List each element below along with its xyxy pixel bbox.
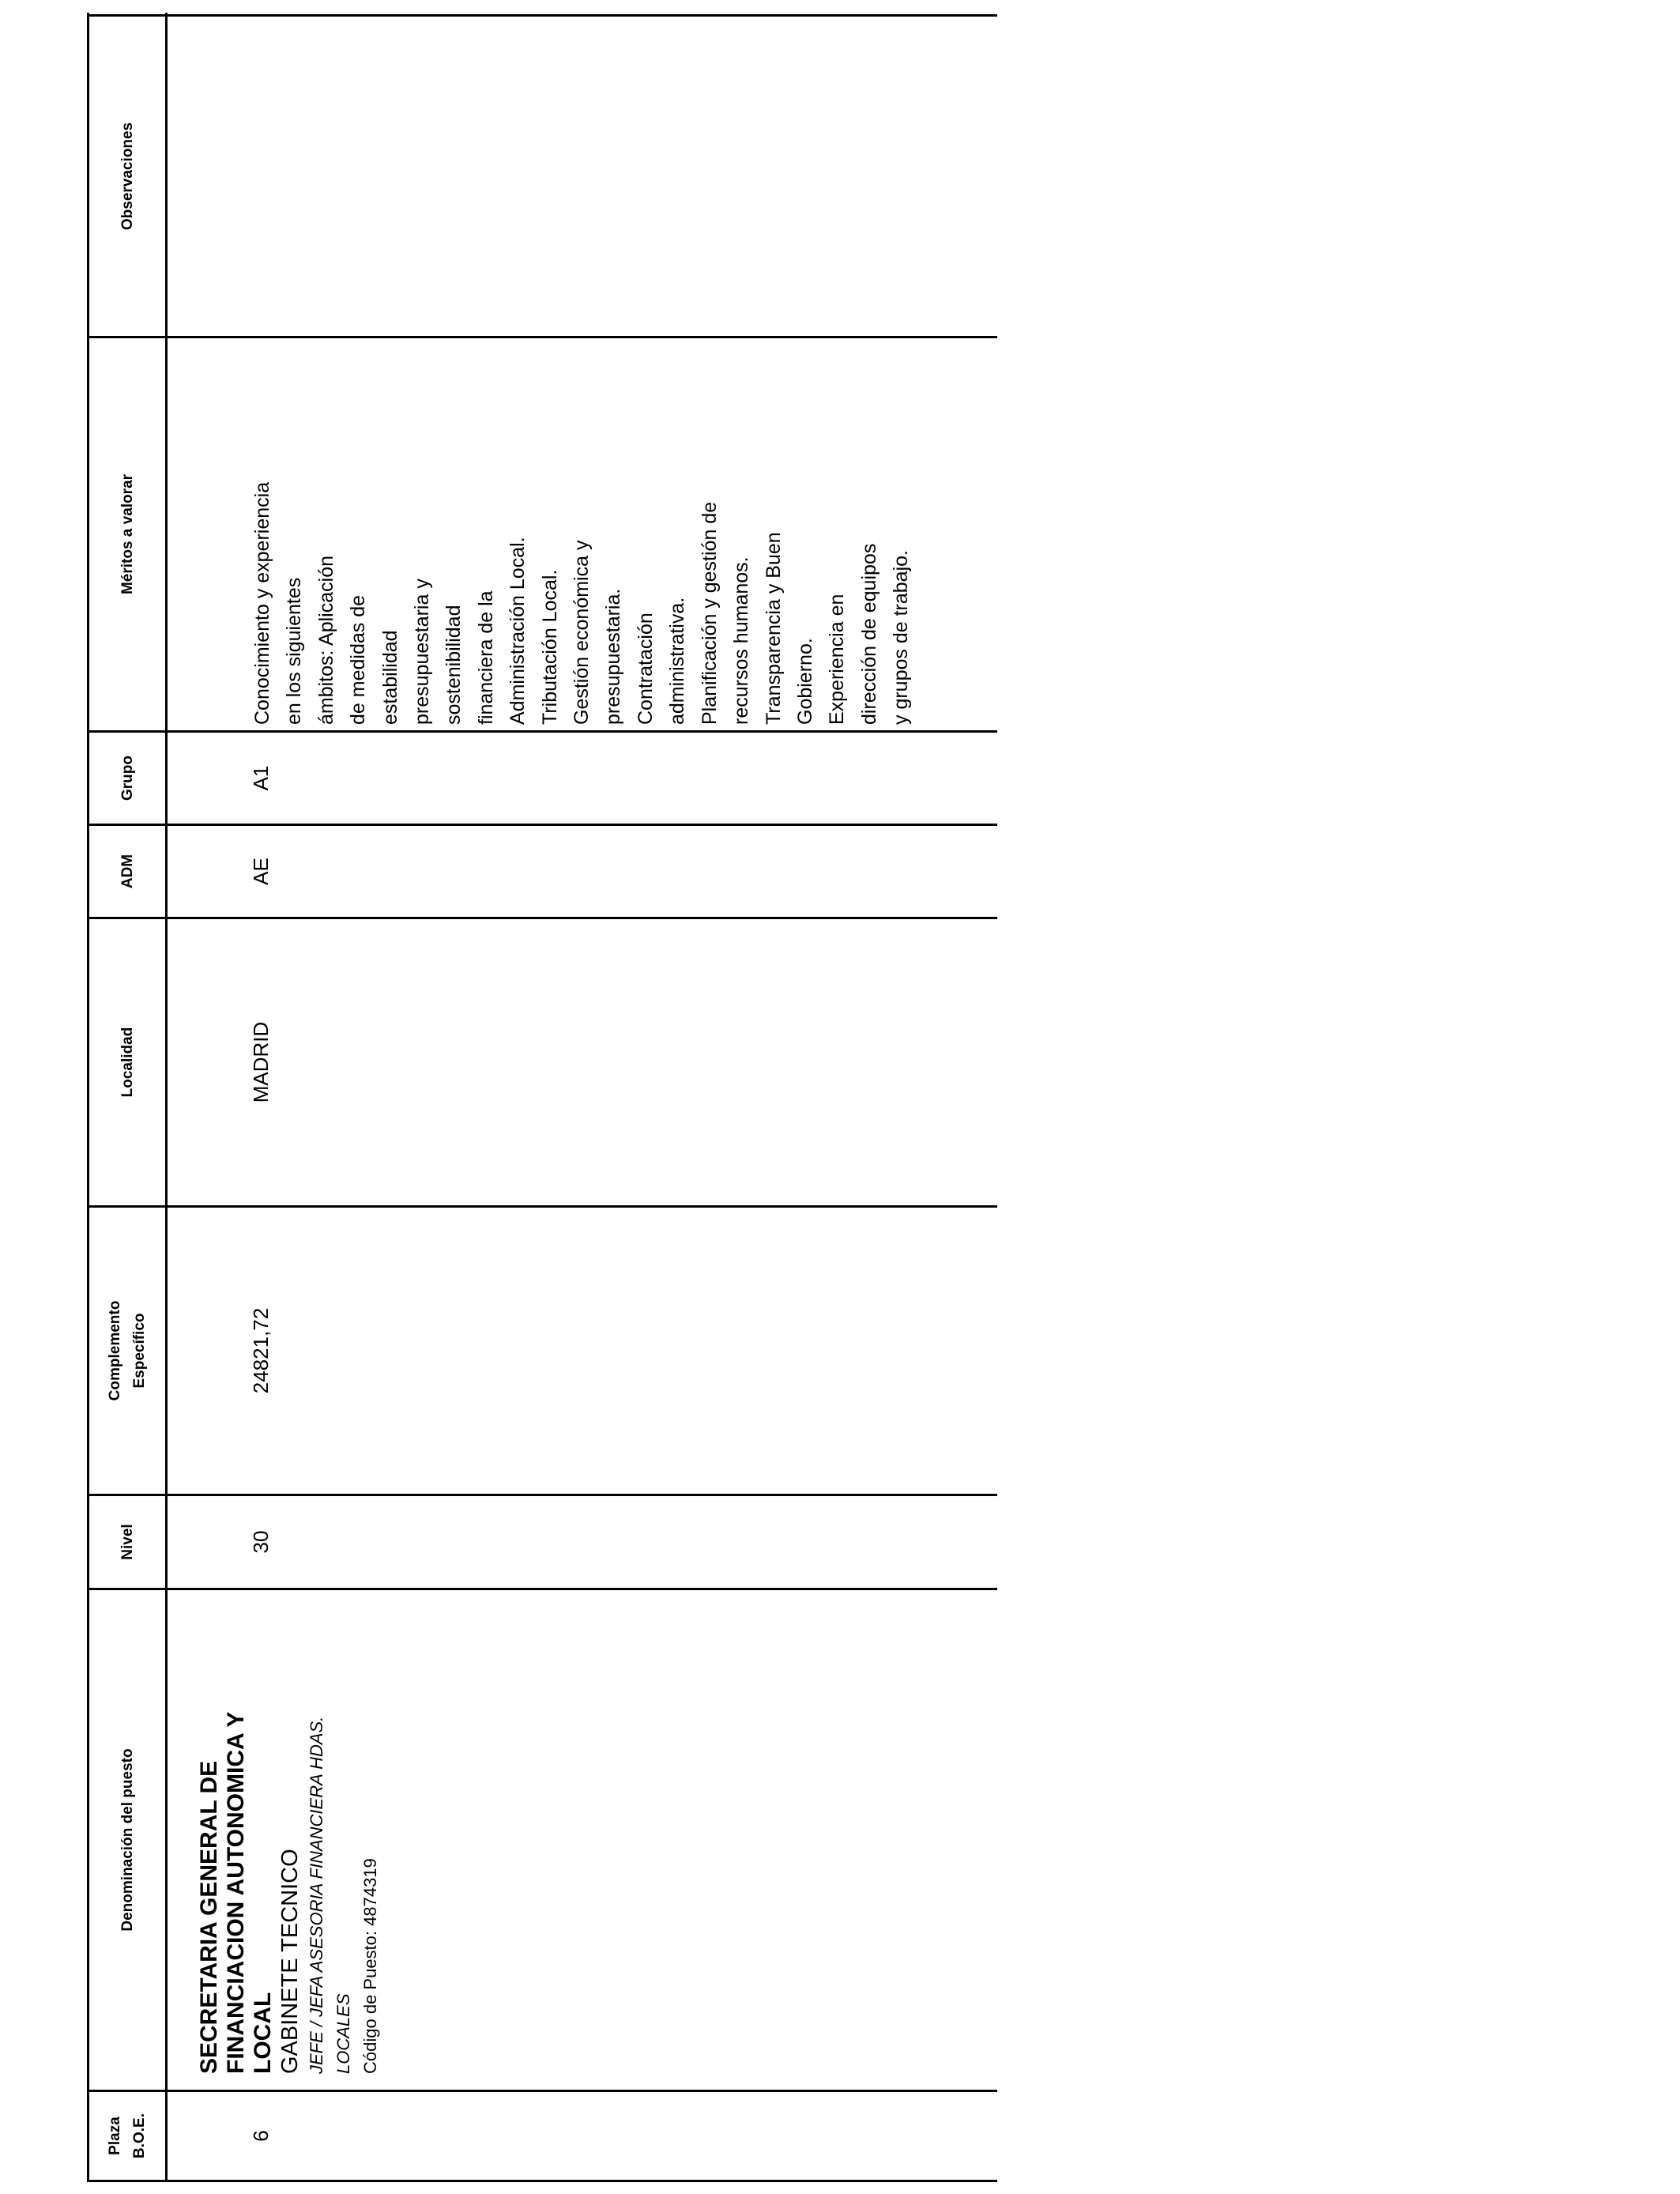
column-border [87,2090,997,2092]
header-divider [165,13,168,2182]
column-border [87,1588,997,1590]
column-border [87,1494,997,1496]
post-name: JEFE / JEFA ASESORIA FINANCIERA HDAS. LOCALES [307,1716,353,2074]
cell-complemento: 24821,72 [249,1307,273,1394]
cell-adm: AE [249,858,273,885]
header-grupo: Grupo [119,756,136,801]
column-border [87,14,997,17]
cell-nivel: 30 [249,1530,273,1554]
header-nivel: Nivel [119,1524,136,1560]
header-adm: ADM [119,854,136,889]
department-name: SECRETARIA GENERAL DE FINANCIACION AUTONOMICA Y LOCAL [196,1711,276,2074]
unit-name: GABINETE TECNICO [277,1849,303,2074]
cell-denominacion [196,1592,384,2074]
column-border [87,917,997,919]
header-denominacion: Denominación del puesto [119,1748,136,1932]
column-border [87,824,997,826]
column-border [87,2180,997,2182]
header-localidad: Localidad [119,1027,136,1098]
column-border [87,336,997,338]
cell-plaza: 6 [249,2130,273,2142]
header-complemento: Complemento Específico [107,1300,148,1401]
cell-meritos: Conocimiento y experiencia en los siguientes ámbitos: Aplicación de medidas de estabilidad presupuestaria y sostenibilidad financiera de la Administración Local. Tributación Local. Gestión económica y presupuestaria. Contratación administrativa. Planificación y gestión de recursos humanos. Transparencia y Buen Gobierno. Experiencia en dirección de equipos y grupos de trabajo. [251,481,913,725]
vacancy-table [87,13,997,2182]
post-code: Código de Puesto: 4874319 [360,1858,380,2074]
cell-grupo: A1 [249,765,273,791]
header-observaciones: Observaciones [119,122,136,231]
column-border [87,1205,997,1208]
header-plaza: Plaza B.O.E. [107,2113,148,2159]
cell-localidad: MADRID [249,1021,273,1103]
header-meritos: Méritos a valorar [119,473,136,595]
column-border [87,730,997,733]
